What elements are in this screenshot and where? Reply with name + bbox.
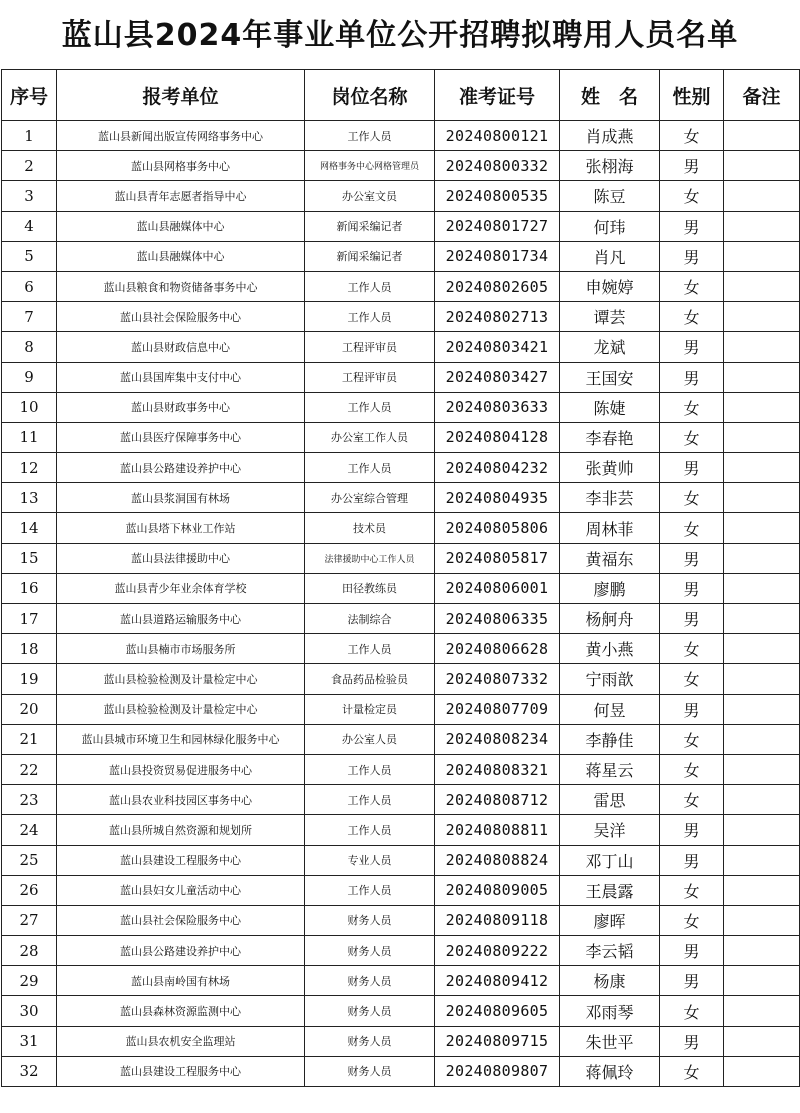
cell-position-name: 财务人员 (305, 936, 435, 966)
cell-exam-id: 20240802605 (435, 271, 560, 301)
cell-remarks (724, 694, 800, 724)
table-row (2, 573, 800, 603)
cell-name: 王国安 (560, 362, 660, 392)
table-row (2, 966, 800, 996)
table-row (2, 634, 800, 664)
cell-remarks (724, 875, 800, 905)
table-row (2, 724, 800, 754)
cell-applied-unit: 蓝山县国库集中支付中心 (57, 362, 305, 392)
cell-applied-unit: 蓝山县妇女儿童活动中心 (57, 875, 305, 905)
cell-serial-number: 14 (2, 513, 57, 543)
cell-exam-id: 20240805806 (435, 513, 560, 543)
cell-exam-id: 20240804935 (435, 483, 560, 513)
cell-gender: 女 (660, 724, 724, 754)
cell-remarks (724, 302, 800, 332)
table-header (2, 70, 800, 121)
cell-gender: 男 (660, 1026, 724, 1056)
cell-exam-id: 20240809005 (435, 875, 560, 905)
cell-serial-number: 24 (2, 815, 57, 845)
table-row (2, 483, 800, 513)
cell-remarks (724, 754, 800, 784)
cell-serial-number: 26 (2, 875, 57, 905)
cell-name: 肖成燕 (560, 121, 660, 151)
table-row (2, 151, 800, 181)
cell-remarks (724, 996, 800, 1026)
cell-position-name: 财务人员 (305, 905, 435, 935)
cell-remarks (724, 634, 800, 664)
cell-name: 龙斌 (560, 332, 660, 362)
cell-exam-id: 20240807709 (435, 694, 560, 724)
table-row (2, 271, 800, 301)
cell-remarks (724, 724, 800, 754)
cell-position-name: 专业人员 (305, 845, 435, 875)
cell-position-name: 工作人员 (305, 271, 435, 301)
cell-name: 廖鹏 (560, 573, 660, 603)
cell-applied-unit: 蓝山县塔下林业工作站 (57, 513, 305, 543)
cell-exam-id: 20240800332 (435, 151, 560, 181)
cell-exam-id: 20240809222 (435, 936, 560, 966)
cell-gender: 男 (660, 966, 724, 996)
cell-exam-id: 20240808811 (435, 815, 560, 845)
table-row (2, 694, 800, 724)
cell-exam-id: 20240809118 (435, 905, 560, 935)
cell-serial-number: 21 (2, 724, 57, 754)
cell-remarks (724, 241, 800, 271)
header-exam-id: 准考证号 (435, 70, 560, 121)
cell-remarks (724, 815, 800, 845)
cell-position-name: 办公室综合管理 (305, 483, 435, 513)
table-body (2, 121, 800, 1087)
cell-applied-unit: 蓝山县公路建设养护中心 (57, 453, 305, 483)
hiring-list-table (1, 69, 800, 1087)
cell-name: 张黄帅 (560, 453, 660, 483)
table-row (2, 362, 800, 392)
cell-position-name: 工作人员 (305, 785, 435, 815)
cell-serial-number: 10 (2, 392, 57, 422)
cell-gender: 男 (660, 211, 724, 241)
cell-serial-number: 25 (2, 845, 57, 875)
cell-exam-id: 20240801727 (435, 211, 560, 241)
cell-serial-number: 13 (2, 483, 57, 513)
cell-applied-unit: 蓝山县城市环境卫生和园林绿化服务中心 (57, 724, 305, 754)
cell-position-name: 新闻采编记者 (305, 241, 435, 271)
cell-position-name: 办公室人员 (305, 724, 435, 754)
table-row (2, 845, 800, 875)
cell-gender: 女 (660, 785, 724, 815)
cell-remarks (724, 573, 800, 603)
cell-applied-unit: 蓝山县楠市市场服务所 (57, 634, 305, 664)
table-row (2, 332, 800, 362)
cell-serial-number: 3 (2, 181, 57, 211)
cell-remarks (724, 483, 800, 513)
cell-applied-unit: 蓝山县建设工程服务中心 (57, 1056, 305, 1086)
cell-gender: 男 (660, 573, 724, 603)
header-row (2, 70, 800, 121)
cell-position-name: 法制综合 (305, 604, 435, 634)
header-remarks: 备注 (724, 70, 800, 121)
cell-gender: 女 (660, 634, 724, 664)
cell-gender: 男 (660, 241, 724, 271)
cell-gender: 女 (660, 664, 724, 694)
cell-name: 李云韬 (560, 936, 660, 966)
cell-remarks (724, 151, 800, 181)
cell-serial-number: 4 (2, 211, 57, 241)
cell-applied-unit: 蓝山县青少年业余体育学校 (57, 573, 305, 603)
table-row (2, 453, 800, 483)
cell-name: 谭芸 (560, 302, 660, 332)
cell-serial-number: 23 (2, 785, 57, 815)
cell-gender: 女 (660, 392, 724, 422)
cell-applied-unit: 蓝山县财政事务中心 (57, 392, 305, 422)
cell-applied-unit: 蓝山县新闻出版宣传网络事务中心 (57, 121, 305, 151)
cell-gender: 女 (660, 181, 724, 211)
cell-exam-id: 20240808234 (435, 724, 560, 754)
cell-exam-id: 20240802713 (435, 302, 560, 332)
cell-exam-id: 20240808321 (435, 754, 560, 784)
header-name: 姓 名 (560, 70, 660, 121)
cell-name: 肖凡 (560, 241, 660, 271)
cell-serial-number: 5 (2, 241, 57, 271)
cell-gender: 女 (660, 271, 724, 301)
table-row (2, 241, 800, 271)
cell-remarks (724, 211, 800, 241)
cell-position-name: 工作人员 (305, 754, 435, 784)
table-row (2, 211, 800, 241)
cell-name: 朱世平 (560, 1026, 660, 1056)
cell-position-name: 工作人员 (305, 815, 435, 845)
cell-serial-number: 15 (2, 543, 57, 573)
cell-gender: 女 (660, 422, 724, 452)
cell-gender: 男 (660, 453, 724, 483)
cell-name: 李春艳 (560, 422, 660, 452)
cell-name: 申婉婷 (560, 271, 660, 301)
cell-exam-id: 20240808824 (435, 845, 560, 875)
cell-applied-unit: 蓝山县融媒体中心 (57, 211, 305, 241)
cell-position-name: 新闻采编记者 (305, 211, 435, 241)
cell-gender: 女 (660, 513, 724, 543)
cell-name: 廖晖 (560, 905, 660, 935)
cell-gender: 男 (660, 362, 724, 392)
cell-remarks (724, 362, 800, 392)
cell-remarks (724, 604, 800, 634)
cell-exam-id: 20240809605 (435, 996, 560, 1026)
cell-serial-number: 20 (2, 694, 57, 724)
cell-serial-number: 28 (2, 936, 57, 966)
cell-gender: 女 (660, 754, 724, 784)
cell-exam-id: 20240808712 (435, 785, 560, 815)
cell-remarks (724, 121, 800, 151)
cell-name: 蒋佩玲 (560, 1056, 660, 1086)
cell-applied-unit: 蓝山县建设工程服务中心 (57, 845, 305, 875)
cell-serial-number: 6 (2, 271, 57, 301)
cell-serial-number: 17 (2, 604, 57, 634)
cell-position-name: 工程评审员 (305, 332, 435, 362)
table-row (2, 875, 800, 905)
cell-gender: 女 (660, 996, 724, 1026)
cell-serial-number: 19 (2, 664, 57, 694)
cell-serial-number: 9 (2, 362, 57, 392)
page-title: 蓝山县2024年事业单位公开招聘拟聘用人员名单 (61, 18, 739, 53)
table-row (2, 302, 800, 332)
cell-serial-number: 18 (2, 634, 57, 664)
cell-name: 李静佳 (560, 724, 660, 754)
cell-gender: 女 (660, 483, 724, 513)
cell-position-name: 工作人员 (305, 302, 435, 332)
cell-remarks (724, 1026, 800, 1056)
cell-name: 周林菲 (560, 513, 660, 543)
cell-remarks (724, 1056, 800, 1086)
cell-position-name: 食品药品检验员 (305, 664, 435, 694)
cell-serial-number: 1 (2, 121, 57, 151)
cell-position-name: 财务人员 (305, 966, 435, 996)
cell-applied-unit: 蓝山县农业科技园区事务中心 (57, 785, 305, 815)
cell-name: 陈豆 (560, 181, 660, 211)
cell-position-name: 工作人员 (305, 392, 435, 422)
cell-applied-unit: 蓝山县法律援助中心 (57, 543, 305, 573)
cell-applied-unit: 蓝山县道路运输服务中心 (57, 604, 305, 634)
table-row (2, 1056, 800, 1086)
cell-exam-id: 20240803633 (435, 392, 560, 422)
cell-name: 邓雨琴 (560, 996, 660, 1026)
cell-serial-number: 11 (2, 422, 57, 452)
cell-remarks (724, 271, 800, 301)
cell-gender: 男 (660, 845, 724, 875)
cell-gender: 男 (660, 694, 724, 724)
cell-remarks (724, 664, 800, 694)
cell-remarks (724, 513, 800, 543)
cell-exam-id: 20240804232 (435, 453, 560, 483)
cell-applied-unit: 蓝山县投资贸易促进服务中心 (57, 754, 305, 784)
cell-exam-id: 20240809807 (435, 1056, 560, 1086)
table-row (2, 121, 800, 151)
cell-position-name: 财务人员 (305, 996, 435, 1026)
cell-serial-number: 12 (2, 453, 57, 483)
cell-name: 邓丁山 (560, 845, 660, 875)
cell-name: 黄福东 (560, 543, 660, 573)
header-gender: 性别 (660, 70, 724, 121)
cell-position-name: 财务人员 (305, 1056, 435, 1086)
cell-position-name: 田径教练员 (305, 573, 435, 603)
cell-exam-id: 20240800121 (435, 121, 560, 151)
cell-position-name: 技术员 (305, 513, 435, 543)
cell-name: 王晨露 (560, 875, 660, 905)
cell-serial-number: 29 (2, 966, 57, 996)
cell-gender: 女 (660, 302, 724, 332)
cell-position-name: 工作人员 (305, 121, 435, 151)
cell-serial-number: 22 (2, 754, 57, 784)
cell-applied-unit: 蓝山县南岭国有林场 (57, 966, 305, 996)
cell-remarks (724, 905, 800, 935)
cell-remarks (724, 453, 800, 483)
cell-applied-unit: 蓝山县粮食和物资储备事务中心 (57, 271, 305, 301)
header-serial-number: 序号 (2, 70, 57, 121)
cell-applied-unit: 蓝山县浆洞国有林场 (57, 483, 305, 513)
cell-position-name: 工作人员 (305, 453, 435, 483)
cell-position-name: 财务人员 (305, 1026, 435, 1056)
cell-applied-unit: 蓝山县社会保险服务中心 (57, 905, 305, 935)
cell-serial-number: 27 (2, 905, 57, 935)
table-row (2, 936, 800, 966)
cell-name: 杨舸舟 (560, 604, 660, 634)
cell-exam-id: 20240806628 (435, 634, 560, 664)
table-row (2, 905, 800, 935)
cell-gender: 女 (660, 905, 724, 935)
cell-applied-unit: 蓝山县检验检测及计量检定中心 (57, 694, 305, 724)
cell-serial-number: 7 (2, 302, 57, 332)
cell-exam-id: 20240801734 (435, 241, 560, 271)
table-row (2, 604, 800, 634)
cell-serial-number: 31 (2, 1026, 57, 1056)
cell-remarks (724, 181, 800, 211)
cell-gender: 男 (660, 332, 724, 362)
cell-serial-number: 30 (2, 996, 57, 1026)
cell-name: 陈婕 (560, 392, 660, 422)
cell-applied-unit: 蓝山县青年志愿者指导中心 (57, 181, 305, 211)
cell-gender: 女 (660, 121, 724, 151)
cell-applied-unit: 蓝山县公路建设养护中心 (57, 936, 305, 966)
cell-exam-id: 20240803427 (435, 362, 560, 392)
table-row (2, 996, 800, 1026)
cell-gender: 男 (660, 815, 724, 845)
table-row (2, 785, 800, 815)
cell-remarks (724, 936, 800, 966)
cell-applied-unit: 蓝山县森林资源监测中心 (57, 996, 305, 1026)
cell-serial-number: 8 (2, 332, 57, 362)
cell-exam-id: 20240806001 (435, 573, 560, 603)
cell-name: 李非芸 (560, 483, 660, 513)
cell-exam-id: 20240803421 (435, 332, 560, 362)
table-row (2, 181, 800, 211)
cell-exam-id: 20240804128 (435, 422, 560, 452)
table-row (2, 513, 800, 543)
cell-serial-number: 16 (2, 573, 57, 603)
cell-gender: 女 (660, 1056, 724, 1086)
cell-position-name: 办公室工作人员 (305, 422, 435, 452)
table-row (2, 422, 800, 452)
cell-gender: 男 (660, 936, 724, 966)
cell-exam-id: 20240809715 (435, 1026, 560, 1056)
cell-remarks (724, 392, 800, 422)
cell-exam-id: 20240800535 (435, 181, 560, 211)
cell-gender: 男 (660, 543, 724, 573)
cell-applied-unit: 蓝山县所城自然资源和规划所 (57, 815, 305, 845)
cell-exam-id: 20240807332 (435, 664, 560, 694)
cell-applied-unit: 蓝山县网格事务中心 (57, 151, 305, 181)
cell-exam-id: 20240805817 (435, 543, 560, 573)
cell-applied-unit: 蓝山县财政信息中心 (57, 332, 305, 362)
cell-name: 雷思 (560, 785, 660, 815)
cell-name: 蒋星云 (560, 754, 660, 784)
cell-position-name: 工作人员 (305, 875, 435, 905)
cell-position-name: 工作人员 (305, 634, 435, 664)
cell-exam-id: 20240809412 (435, 966, 560, 996)
cell-position-name: 工程评审员 (305, 362, 435, 392)
cell-name: 何昱 (560, 694, 660, 724)
cell-position-name: 计量检定员 (305, 694, 435, 724)
cell-remarks (724, 966, 800, 996)
cell-gender: 男 (660, 151, 724, 181)
cell-gender: 女 (660, 875, 724, 905)
table-row (2, 815, 800, 845)
cell-exam-id: 20240806335 (435, 604, 560, 634)
header-position-name: 岗位名称 (305, 70, 435, 121)
cell-remarks (724, 422, 800, 452)
table-row (2, 1026, 800, 1056)
cell-gender: 男 (660, 604, 724, 634)
cell-remarks (724, 543, 800, 573)
cell-name: 宁雨歆 (560, 664, 660, 694)
cell-name: 黄小燕 (560, 634, 660, 664)
cell-remarks (724, 332, 800, 362)
cell-position-name: 法律援助中心工作人员 (305, 543, 435, 573)
cell-position-name: 办公室文员 (305, 181, 435, 211)
cell-name: 杨康 (560, 966, 660, 996)
table-row (2, 754, 800, 784)
cell-name: 吴洋 (560, 815, 660, 845)
cell-applied-unit: 蓝山县农机安全监理站 (57, 1026, 305, 1056)
cell-applied-unit: 蓝山县检验检测及计量检定中心 (57, 664, 305, 694)
header-applied-unit: 报考单位 (57, 70, 305, 121)
cell-applied-unit: 蓝山县医疗保障事务中心 (57, 422, 305, 452)
cell-applied-unit: 蓝山县融媒体中心 (57, 241, 305, 271)
table-row (2, 664, 800, 694)
cell-remarks (724, 785, 800, 815)
cell-remarks (724, 845, 800, 875)
table-row (2, 392, 800, 422)
cell-name: 张栩海 (560, 151, 660, 181)
cell-name: 何玮 (560, 211, 660, 241)
cell-serial-number: 2 (2, 151, 57, 181)
cell-applied-unit: 蓝山县社会保险服务中心 (57, 302, 305, 332)
cell-serial-number: 32 (2, 1056, 57, 1086)
cell-position-name: 网格事务中心网格管理员 (305, 151, 435, 181)
table-row (2, 543, 800, 573)
